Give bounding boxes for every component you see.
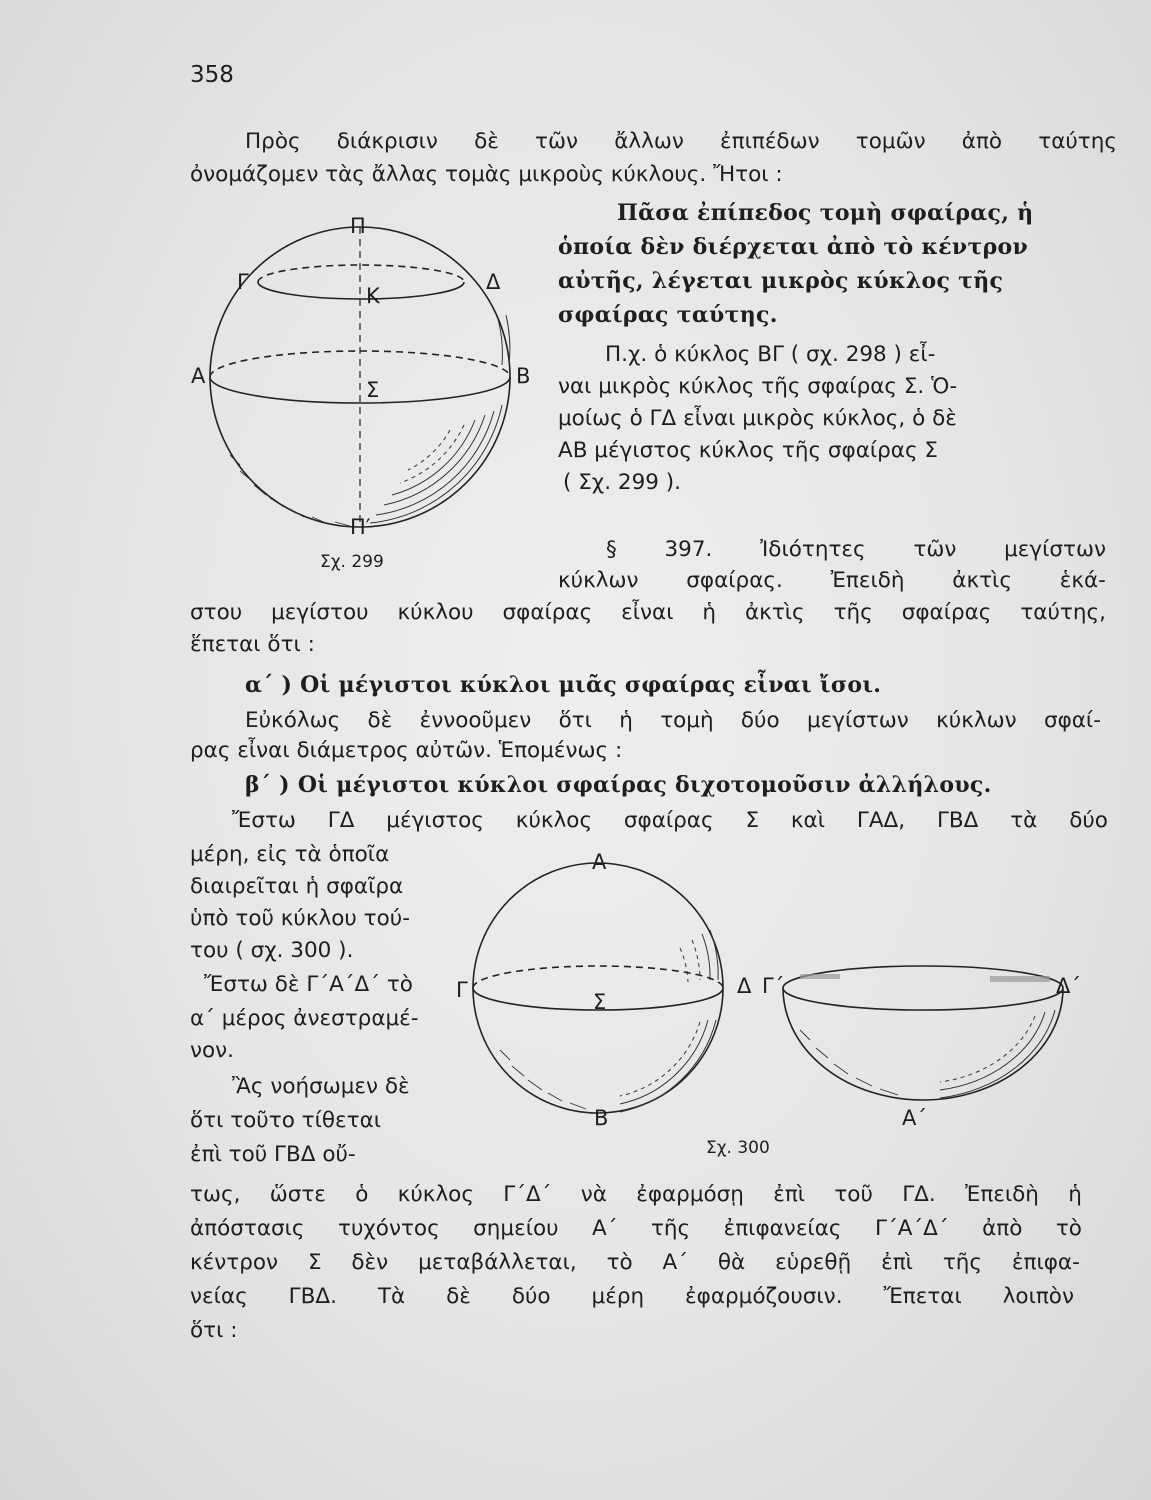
section-line-2: ἕπεται ὅτι :	[190, 632, 315, 657]
example-line-4: ΑΒ μέγιστος κύκλος τῆς σφαίρας Σ	[558, 438, 939, 463]
page-number: 358	[190, 62, 234, 88]
fig300-label-alpha: Α	[592, 850, 607, 874]
fig299-label-pi-prime: Π′	[350, 515, 371, 539]
fig300-label-beta: Β	[594, 1106, 609, 1130]
proof-left-10: ἐπὶ τοῦ ΓΒΔ οὔ-	[190, 1142, 356, 1167]
proof-full-2: ἀπόστασις τυχόντος σημείου Α΄ τῆς ἐπιφανείας Γ΄Α΄Δ΄ ἀπὸ τὸ	[190, 1216, 1082, 1241]
definition-line-4: σφαίρας ταύτης.	[558, 302, 778, 328]
proof-left-5: Ἔστω δὲ Γ΄Α΄Δ΄ τὸ	[204, 972, 413, 997]
fig300-label-gamma: Γ	[456, 978, 468, 1002]
definition-line-1: Πᾶσα ἐπίπεδος τομὴ σφαίρας, ἡ	[617, 200, 1034, 226]
example-line-3: μοίως ὁ ΓΔ εἶναι μικρὸς κύκλος, ὁ δὲ	[558, 406, 957, 431]
middle-line-2: ρας εἶναι διάμετρος αὐτῶν. Ἑπομένως :	[190, 738, 623, 763]
section-heading-1: § 397. Ἰδιότητες τῶν μεγίστων	[606, 537, 1106, 562]
proof-full-4: νείας ΓΒΔ. Τὰ δὲ δύο μέρη ἐφαρμόζουσιν. Ἔπεται λοιπὸν	[190, 1284, 1074, 1309]
fig299-label-alpha: Α	[191, 364, 206, 388]
fig300-label-delta-prime: Δ΄	[1056, 974, 1081, 998]
intro-line-2: ὀνομάζομεν τὰς ἄλλας τομὰς μικροὺς κύκλους. Ἤτοι :	[190, 162, 783, 187]
middle-line-1: Εὐκόλως δὲ ἐννοοῦμεν ὅτι ἡ τομὴ δύο μεγίστων κύκλων σφαί-	[245, 708, 1101, 733]
fig299-label-gamma: Γ	[237, 270, 249, 294]
proof-left-7: νον.	[190, 1038, 235, 1063]
proof-left-4: του ( σχ. 300 ).	[190, 938, 354, 963]
example-line-1: Π.χ. ὁ κύκλος ΒΓ ( σχ. 298 ) εἶ-	[605, 342, 936, 367]
section-heading-2: κύκλων σφαίρας. Ἐπειδὴ ἀκτὶς ἑκά-	[558, 568, 1106, 593]
example-line-5: ( Σχ. 299 ).	[563, 470, 681, 495]
fig299-caption: Σχ. 299	[320, 552, 384, 572]
fig300-caption: Σχ. 300	[706, 1138, 770, 1158]
fig299-label-beta: Β	[516, 364, 531, 388]
fig300-label-sigma: Σ	[593, 990, 607, 1014]
fig300-label-alpha-prime: Α΄	[902, 1106, 927, 1130]
fig300-label-delta: Δ	[737, 974, 752, 998]
proof-full-3: κέντρον Σ δὲν μεταβάλλεται, τὸ Α΄ θὰ εὑρεθῇ ἐπὶ τῆς ἐπιφα-	[190, 1250, 1080, 1275]
definition-line-2: ὁποία δὲν διέρχεται ἀπὸ τὸ κέντρον	[558, 234, 1029, 260]
definition-line-3: αὐτῆς, λέγεται μικρὸς κύκλος τῆς	[558, 268, 1004, 294]
proof-left-9: ὅτι τοῦτο τίθεται	[190, 1108, 382, 1133]
section-line-1: στου μεγίστου κύκλου σφαίρας εἶναι ἡ ἀκτὶς τῆς σφαίρας ταύτης,	[190, 600, 1106, 625]
fig299-label-sigma: Σ	[366, 378, 380, 402]
proof-left-8: Ἂς νοήσωμεν δὲ	[232, 1074, 410, 1099]
proof-left-6: α΄ μέρος ἀνεστραμέ-	[190, 1006, 419, 1031]
property-a: α΄ ) Οἱ μέγιστοι κύκλοι μιᾶς σφαίρας εἶναι ἴσοι.	[245, 672, 882, 698]
proof-left-3: ὑπὸ τοῦ κύκλου τού-	[190, 906, 410, 931]
fig299-label-kappa: Κ	[366, 284, 380, 308]
proof-full-5: ὅτι :	[190, 1318, 238, 1343]
proof-full-1: τως, ὥστε ὁ κύκλος Γ΄Δ΄ νὰ ἐφαρμόσῃ ἐπὶ τοῦ ΓΔ. Ἐπειδὴ ἡ	[190, 1182, 1082, 1207]
example-line-2: ναι μικρὸς κύκλος τῆς σφαίρας Σ. Ὁ-	[558, 374, 958, 399]
proof-line-1: Ἔστω ΓΔ μέγιστος κύκλος σφαίρας Σ καὶ ΓΑΔ, ΓΒΔ τὰ δύο	[232, 808, 1108, 833]
proof-left-2: διαιρεῖται ἡ σφαῖρα	[190, 874, 404, 899]
intro-line-1: Πρὸς διάκρισιν δὲ τῶν ἄλλων ἐπιπέδων τομῶν ἀπὸ ταύτης	[245, 129, 1117, 154]
fig299-label-pi: Π	[350, 214, 366, 238]
fig299-label-delta: Δ	[486, 270, 501, 294]
property-b: β΄ ) Οἱ μέγιστοι κύκλοι σφαίρας διχοτομοῦσιν ἀλλήλους.	[245, 772, 992, 798]
fig300-label-gamma-prime: Γ΄	[762, 974, 785, 998]
proof-left-1: μέρη, εἰς τὰ ὁποῖα	[190, 842, 390, 867]
